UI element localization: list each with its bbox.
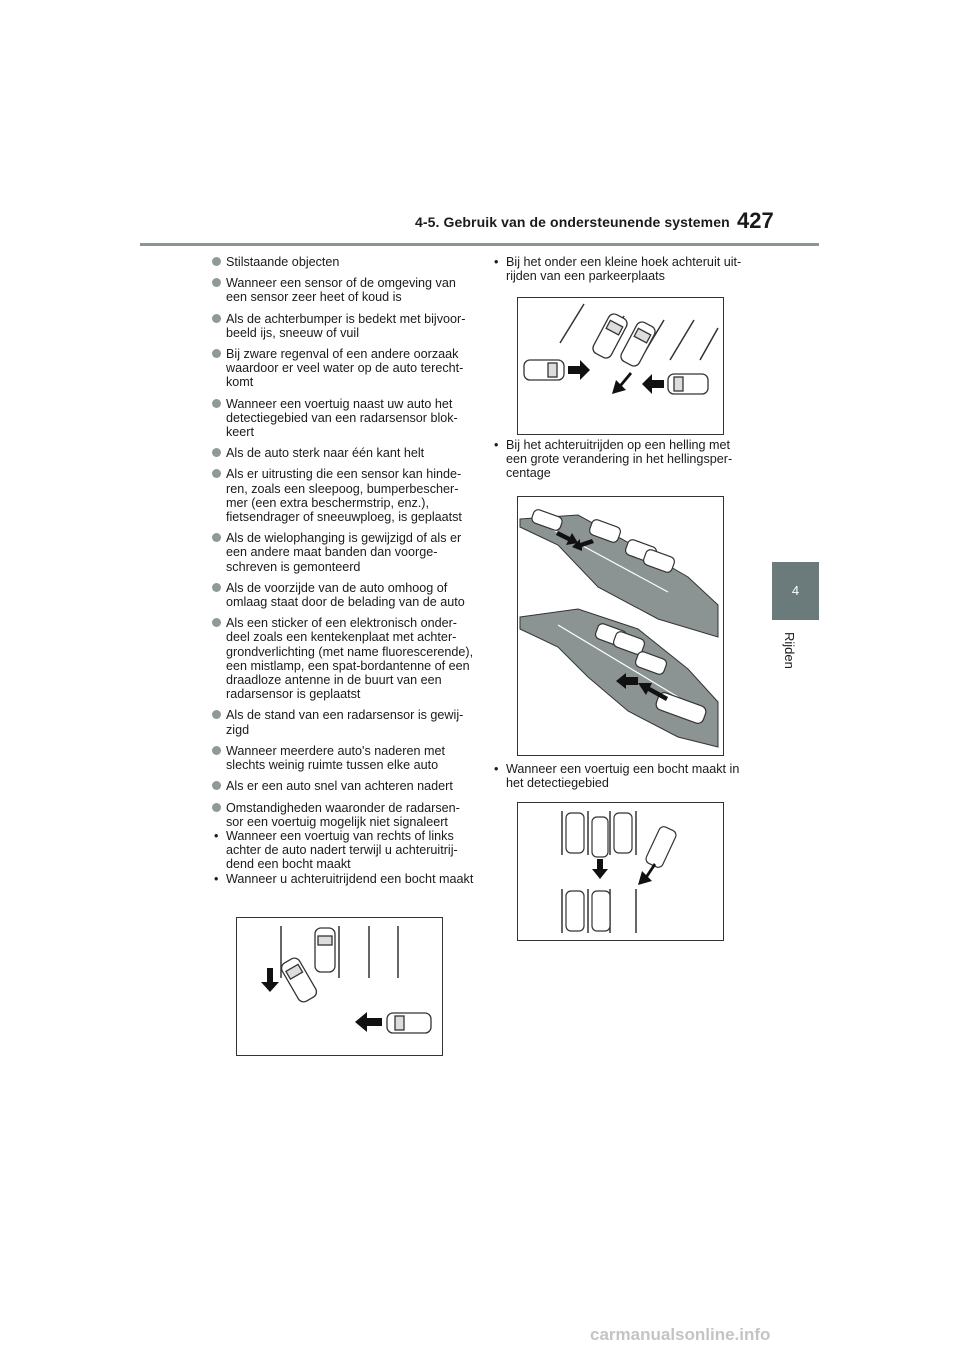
figure-turning-vehicle	[517, 802, 724, 941]
car-icon	[644, 825, 677, 869]
list-item: Wanneer een voertuig naast uw auto het detectiegebied van een radarsensor blok-keert	[212, 397, 474, 440]
bullet-icon	[212, 803, 221, 812]
list-item: Als er een auto snel van achteren nadert	[212, 779, 474, 793]
bullet-icon	[212, 710, 221, 719]
car-icon	[524, 360, 564, 380]
list-item: Wanneer een sensor of de omgeving van een sensor zeer heet of koud is	[212, 276, 474, 304]
car-icon	[315, 928, 335, 972]
list-item: Stilstaande objecten	[212, 255, 474, 269]
bullet-icon	[212, 583, 221, 592]
arrow-down-icon	[592, 859, 608, 879]
bullet-icon	[212, 349, 221, 358]
car-icon	[387, 1013, 431, 1033]
figure-parking-exit	[517, 297, 724, 435]
bullet-icon	[212, 314, 221, 323]
list-item: Als de achterbumper is bedekt met bijvoor-beeld ijs, sneeuw of vuil	[212, 312, 474, 340]
arrow-diagonal-icon	[612, 372, 632, 394]
list-item: Als de wielophanging is gewijzigd of als er een andere maat banden dan voorge-schreven is gemonteerd	[212, 531, 474, 574]
section-title: 4-5. Gebruik van de ondersteunende systemen	[415, 214, 730, 230]
bullet-icon	[212, 746, 221, 755]
sub-list-item: • Wanneer u achteruitrijdend een bocht maakt	[214, 871, 474, 886]
list-item: Bij zware regenval of een andere oorzaak waardoor er veel water op de auto terecht-komt	[212, 347, 474, 390]
list-item: Wanneer meerdere auto's naderen met slechts weinig ruimte tussen elke auto	[212, 744, 474, 772]
bullet-icon	[212, 469, 221, 478]
right-item-2: • Bij het achteruitrijden op een helling met een grote verandering in het hellingsper-centage	[494, 438, 733, 481]
list-item: Als de stand van een radarsensor is gewij-zigd	[212, 708, 474, 736]
arrow-right-icon	[568, 360, 590, 380]
car-icon	[279, 956, 318, 1004]
car-icon	[592, 891, 610, 931]
arrow-left-icon	[642, 374, 664, 394]
bullet-icon	[212, 448, 221, 457]
left-column	[212, 255, 474, 886]
car-icon	[592, 817, 608, 857]
bullet-icon	[212, 278, 221, 287]
bullet-icon	[212, 618, 221, 627]
right-item-1: • Bij het onder een kleine hoek achteruit uit-rijden van een parkeerplaats	[494, 255, 742, 284]
car-icon	[566, 813, 584, 853]
right-item-3: • Wanneer een voertuig een bocht maakt in het detectiegebied	[494, 762, 740, 791]
list-item: Als de voorzijde van de auto omhoog of omlaag staat door de belading van de auto	[212, 581, 474, 609]
sub-list-item: • Wanneer een voertuig van rechts of links achter de auto nadert terwijl u achteruitrij-dend een bocht maakt	[214, 828, 458, 872]
arrow-down-left-icon	[638, 863, 656, 885]
chapter-label: Rijden	[782, 632, 797, 669]
page-number: 427	[737, 208, 774, 233]
watermark: carmanualsonline.info	[590, 1325, 771, 1344]
car-icon	[614, 813, 632, 853]
bullet-icon	[212, 781, 221, 790]
chapter-tab: 4	[772, 562, 819, 620]
figure-reverse-turn	[236, 917, 443, 1056]
bullet-icon	[212, 257, 221, 266]
list-item: Omstandigheden waaronder de radarsen-sor een voertuig mogelijk niet signaleert	[212, 801, 474, 829]
arrow-down-icon	[261, 968, 279, 992]
list-item: Als een sticker of een elektronisch onder-deel zoals een kentekenplaat met achter-grondverlichting (met name fluorescerende), een mistlamp, een spat-bordantenne of een draadloze antenne in de buurt van een radarsensor is geplaatst	[212, 616, 474, 701]
arrow-left-icon	[355, 1012, 382, 1032]
list-item: Als de auto sterk naar één kant helt	[212, 446, 474, 460]
car-icon	[566, 891, 584, 931]
bullet-icon	[212, 399, 221, 408]
car-icon	[668, 374, 708, 394]
bullet-icon	[212, 533, 221, 542]
header-divider	[140, 243, 819, 246]
figure-slope	[517, 496, 724, 756]
list-item: Als er uitrusting die een sensor kan hinde-ren, zoals een sleepoog, bumperbescher-mer (een extra beschermstrip, enz.), fietsendrager of sneeuwploeg, is geplaatst	[212, 467, 474, 524]
